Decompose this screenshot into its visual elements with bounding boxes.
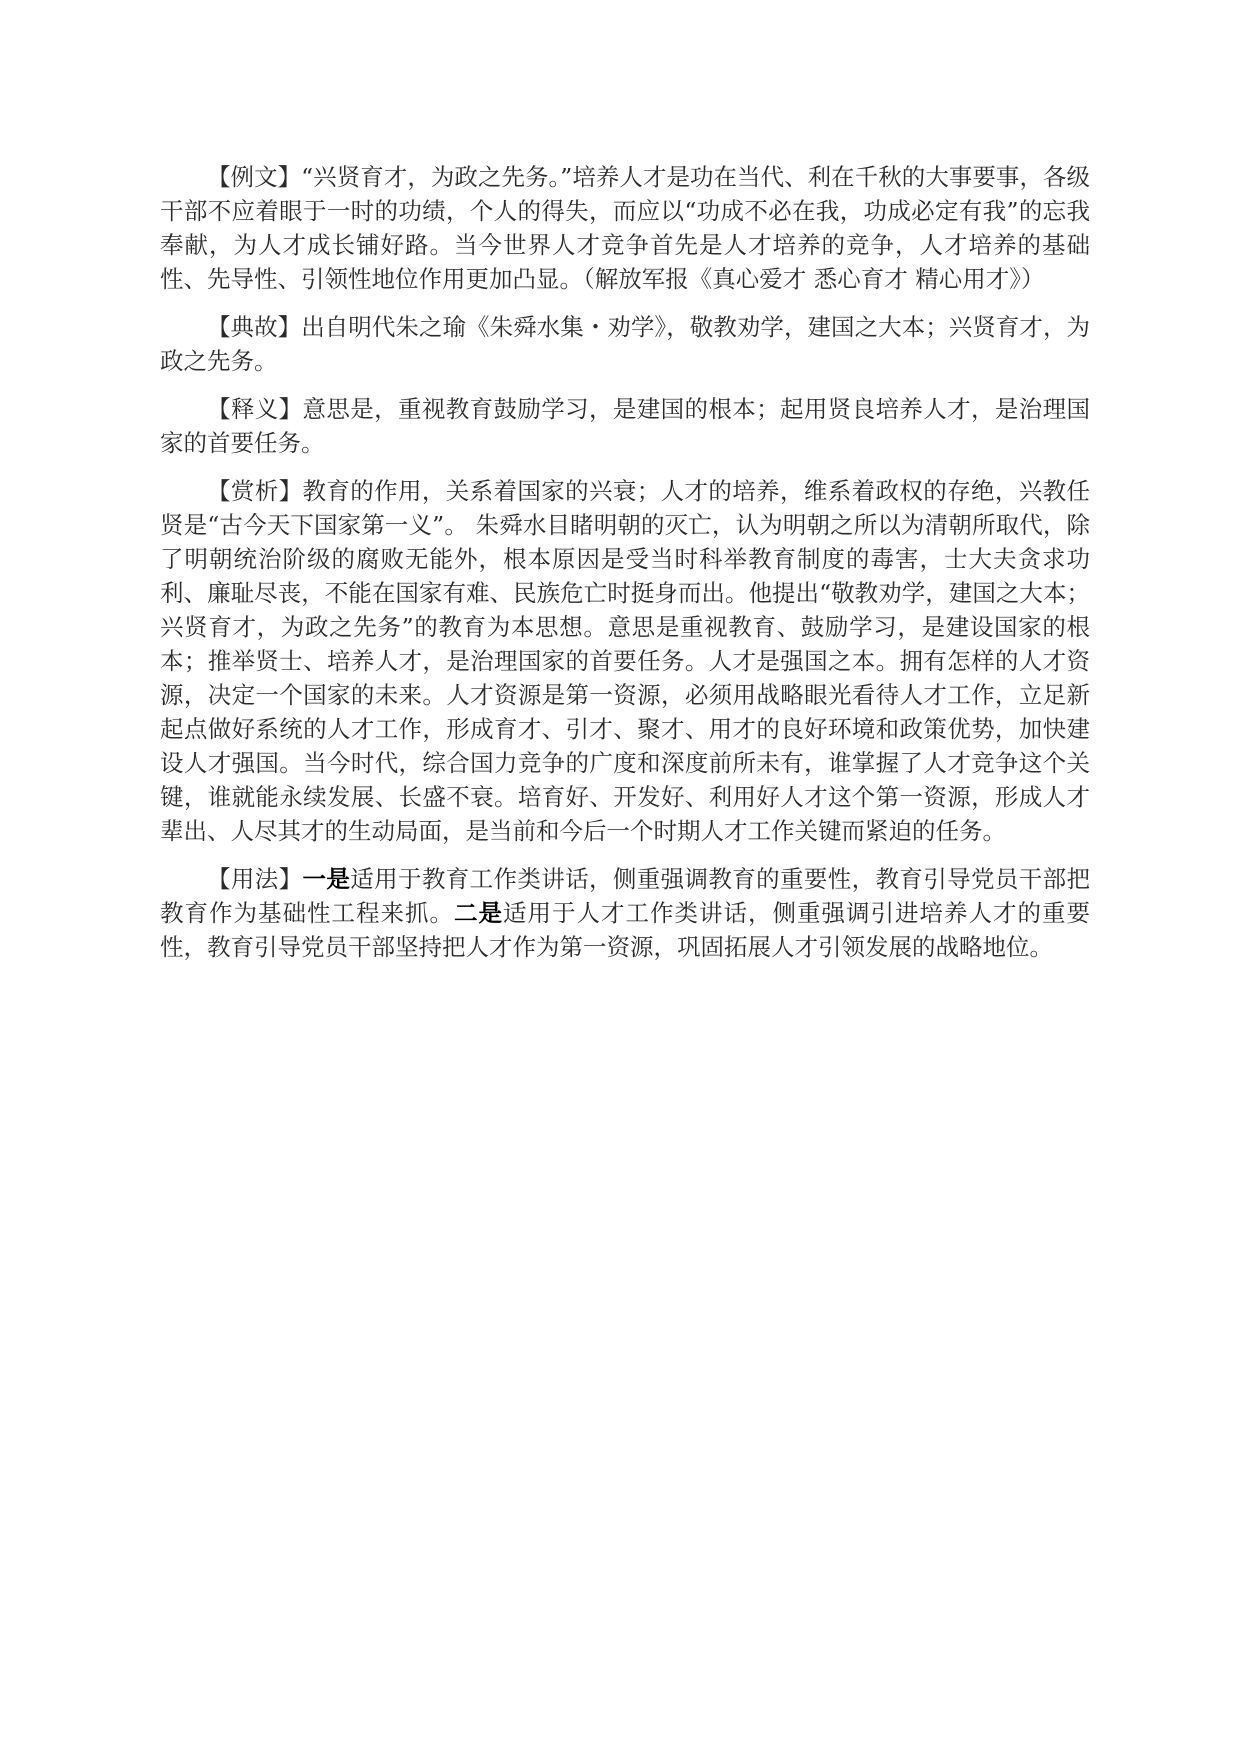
meaning-label: 【释义】 (207, 395, 303, 423)
example-label: 【例文】 (207, 163, 302, 191)
allusion-paragraph (160, 310, 1090, 378)
usage-second-text: 适用于人才工作类讲话，侧重强调引进培养人才的重要性，教育引导党员干部坚持把人才作为第一资源，巩固拓展人才引领发展的战略地位。 (160, 899, 1090, 961)
allusion-label: 【典故】 (207, 313, 302, 341)
allusion-text: 出自明代朱之瑜《朱舜水集・劝学》，敬教劝学，建国之大本；兴贤育才，为政之先务。 (160, 313, 1091, 375)
analysis-paragraph (160, 474, 1090, 848)
usage-first-marker: 一是 (302, 865, 351, 893)
usage-second-marker: 二是 (454, 899, 503, 927)
usage-paragraph (160, 862, 1090, 964)
analysis-label: 【赏析】 (207, 477, 303, 505)
usage-first-text: 适用于教育工作类讲话，侧重强调教育的重要性，教育引导党员干部把教育作为基础性工程来抓。 (160, 865, 1090, 927)
analysis-text: 教育的作用，关系着国家的兴衰；人才的培养，维系着政权的存绝，兴教任贤是“古今天下国家第一义”。 朱舜水目睹明朝的灭亡，认为明朝之所以为清朝所取代，除了明朝统治阶级的腐败无能外，根本原因是受当时科举教育制度的毒害，士大夫贪求功利、廉耻尽丧，不能在国家有难、民族危亡时挺身而出。他提出“敬教劝学，建国之大本；兴贤育才，为政之先务”的教育为本思想。意思是重视教育、鼓励学习，是建设国家的根本；推举贤士、培养人才，是治理国家的首要任务。人才是强国之本。拥有怎样的人才资源，决定一个国家的未来。人才资源是第一资源，必须用战略眼光看待人才工作，立足新起点做好系统的人才工作，形成育才、引才、聚才、用才的良好环境和政策优势，加快建设人才强国。当今时代，综合国力竞争的广度和深度前所未有，谁掌握了人才竞争这个关键，谁就能永续发展、长盛不衰。培育好、开发好、利用好人才这个第一资源，形成人才辈出、人尽其才的生动局面，是当前和今后一个时期人才工作关键而紧迫的任务。 (160, 477, 1090, 845)
meaning-paragraph (160, 392, 1090, 460)
meaning-text: 意思是，重视教育鼓励学习，是建国的根本；起用贤良培养人才，是治理国家的首要任务。 (160, 395, 1090, 457)
example-text: “兴贤育才，为政之先务。”培养人才是功在当代、利在千秋的大事要事，各级干部不应着眼于一时的功绩，个人的得失，而应以“功成不必在我，功成必定有我”的忘我奉献，为人才成长铺好路。当今世界人才竞争首先是人才培养的竞争，人才培养的基础性、先导性、引领性地位作用更加凸显。（解放军报《真心爱才 悉心育才 精心用才》） (160, 163, 1091, 293)
document-page (160, 160, 1090, 978)
usage-label: 【用法】 (207, 865, 303, 893)
example-paragraph (160, 160, 1090, 296)
